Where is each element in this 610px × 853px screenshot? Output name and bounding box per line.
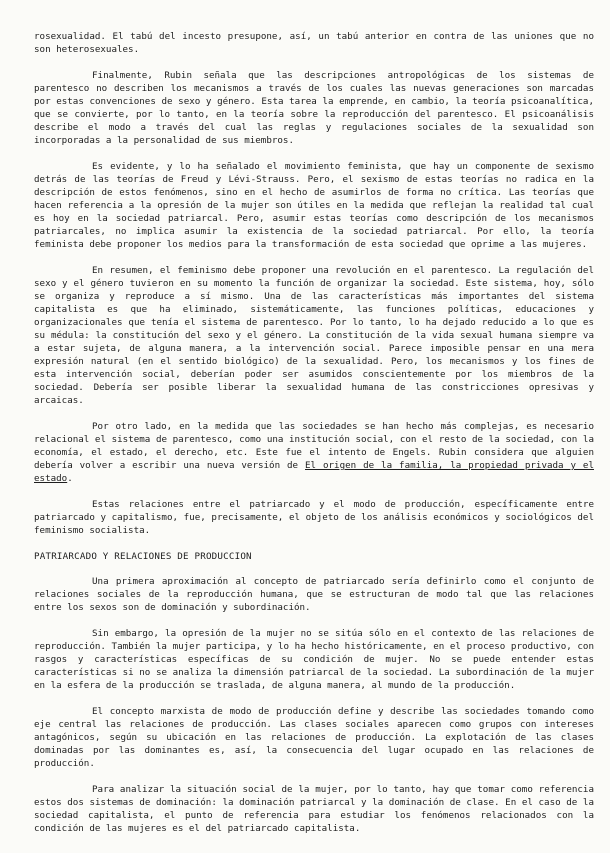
document-body — [34, 30, 594, 848]
paragraph-5-text-after: . — [67, 473, 73, 484]
section-paragraph-1: Una primera aproximación al concepto de patriarcado sería definirlo como el conjunto de relaciones sociales de la reproducción humana, que se estructuran de modo tal que las relaciones entre los sexos son de dominación y subordinación. — [34, 576, 594, 613]
paragraph-5-text-before: Por otro lado, en la medida que las sociedades se han hecho más complejas, es necesario relacional el sistema de parentesco, como una institución social, con el resto de la sociedad, con la economía, el estado, el derecho, etc. Este fue el intento de Engels. Rubin considera que alguien debería volver a escribir una nueva versión de — [34, 421, 594, 471]
section-paragraph-3: El concepto marxista de modo de producción define y describe las sociedades tomando como eje central las relaciones de producción. Las clases sociales aparecen como grupos con intereses antagónicos, según su ubicación en las relaciones de producción. La explotación de las clases dominadas por las dominantes es, así, la consecuencia del lugar ocupado en las relaciones de producción. — [34, 706, 594, 769]
section-heading: PATRIARCADO Y RELACIONES DE PRODUCCION — [34, 551, 252, 562]
paragraph-1: rosexualidad. El tabú del incesto presupone, así, un tabú anterior en contra de las uniones que no son heterosexuales. — [34, 31, 594, 55]
paragraph-4: En resumen, el feminismo debe proponer una revolución en el parentesco. La regulación del sexo y el género tuvieron en su momento la función de organizar la sociedad. Este sistema, hoy, sólo se organiza y reproduce a sí mismo. Una de las características más importantes del sistema capitalista es que ha eliminado, sistemáticamente, las funciones políticas, educaciones y organizacionales que tenía el sistema de parentesco. Por lo tanto, lo ha dejado reducido a lo que es su médula: la constitución del sexo y el género. La constitución de la vida sexual humana siempre va a estar sujeta, de alguna manera, a la intervención social. Parece imposible pensar en una mera expresión natural (en el sentido biológico) de la sexualidad. Pero, los mecanismos y los fines de esta intervención social, deberían poder ser asumidos conscientemente por los miembros de la sociedad. Debería ser posible liberar la sexualidad humana de las constricciones opresivas y arcaicas. — [34, 265, 594, 406]
section-paragraph-2: Sin embargo, la opresión de la mujer no se sitúa sólo en el contexto de las relaciones de reproducción. También la mujer participa, y lo ha hecho históricamente, en el proceso productivo, con rasgos y características específicas de su condición de mujer. No se puede entender estas características si no se analiza la dimensión patriarcal de la sociedad. La subordinación de la mujer en la esfera de la producción se traslada, de alguna manera, al mundo de la producción. — [34, 628, 594, 691]
paragraph-3: Es evidente, y lo ha señalado el movimiento feminista, que hay un componente de sexismo detrás de las teorías de Freud y Lévi-Strauss. Pero, el sexismo de estas teorías no radica en la descripción de estos fenómenos, sino en el hecho de asumirlos de forma no crítica. Las teorías que hacen referencia a la opresión de la mujer son útiles en la medida que reflejan la realidad tal cual es hoy en la sociedad patriarcal. Pero, asumir estas teorías como descripción de los mecanismos patriarcales, no implica asumir la existencia de la sociedad patriarcal. Por ello, la teoría feminista debe proponer los medios para la transformación de esta sociedad que oprime a las mujeres. — [34, 161, 594, 250]
book-title-underlined: El origen de la familia, la propiedad privada y el estado — [34, 460, 594, 484]
paragraph-5 — [34, 420, 594, 485]
section-paragraph-4: Para analizar la situación social de la mujer, por lo tanto, hay que tomar como referencia estos dos sistemas de dominación: la dominación patriarcal y la dominación de clase. En el caso de la sociedad capitalista, el punto de referencia para estudiar los fenómenos relacionados con la condición de las mujeres es el del patriarcado capitalista. — [34, 784, 594, 834]
paragraph-6: Estas relaciones entre el patriarcado y el modo de producción, específicamente entre patriarcado y capitalismo, fue, precisamente, el objeto de los análisis económicos y sociológicos del feminismo socialista. — [34, 499, 594, 536]
paragraph-2: Finalmente, Rubin señala que las descripciones antropológicas de los sistemas de parentesco no describen los mecanismos a través de los cuales las nuevas generaciones son marcadas por estas convenciones de sexo y género. Esta tarea la emprende, en cambio, la teoría psicoanalítica, que se convierte, por lo tanto, en la teoría sobre la reproducción del parentesco. El psicoanálisis describe el modo a través del cual las reglas y regulaciones sociales de la sexualidad son incorporadas a la personalidad de sus miembros. — [34, 70, 594, 146]
